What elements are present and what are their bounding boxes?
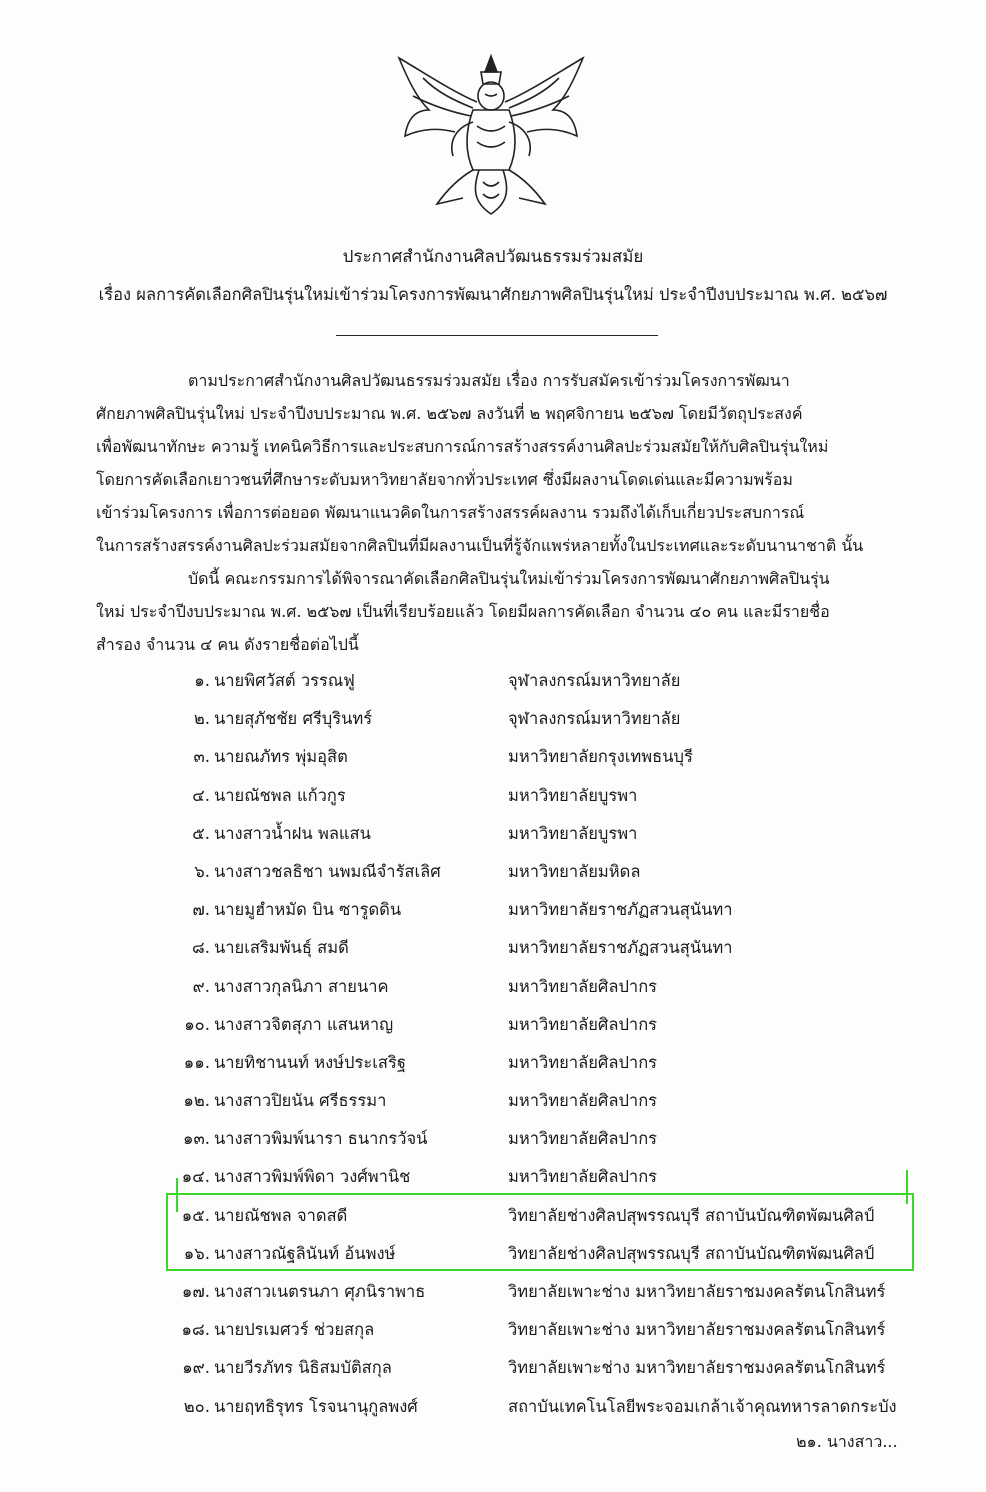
paragraph-line: โดยการคัดเลือกเยาวชนที่ศึกษาระดับมหาวิทยาลัยจากทั่วประเทศ ซึ่งมีผลงานโดดเด่นและมีความพร้อม [96, 470, 793, 489]
list-item-name: นายทิชานนท์ หงษ์ประเสริฐ [214, 1052, 406, 1072]
highlight-marker-left [176, 1178, 178, 1212]
list-item-institution: มหาวิทยาลัยกรุงเทพธนบุรี [508, 747, 693, 767]
list-item-name: นายพิศวัสต์ วรรณฟู [214, 671, 355, 690]
list-item-name: นางสาวณัฐลินันท์ อ้นพงษ์ [214, 1243, 396, 1263]
list-item [0, 1315, 986, 1353]
list-item-institution: วิทยาลัยเพาะช่าง มหาวิทยาลัยราชมงคลรัตนโกสินทร์ [508, 1320, 886, 1340]
list-item-number: ๑๖. [183, 1243, 210, 1263]
list-item-name: นายเสริมพันธุ์ สมดี [214, 938, 349, 958]
list-item-number: ๑๔. [181, 1167, 210, 1187]
announcement-title: ประกาศสำนักงานศิลปวัฒนธรรมร่วมสมัย [342, 247, 644, 267]
list-item-institution: สถาบันเทคโนโลยีพระจอมเกล้าเจ้าคุณทหารลาดกระบัง [508, 1396, 897, 1416]
list-item-institution: มหาวิทยาลัยบูรพา [508, 823, 638, 843]
list-item [0, 1010, 986, 1048]
list-item-name: นายมูฮำหมัด บิน ซารูดดิน [214, 900, 402, 920]
list-item-name: นายณภัทร พุ่มอุสิต [214, 747, 348, 767]
list-item [0, 972, 986, 1010]
list-item-number: ๑๘. [181, 1320, 210, 1340]
list-item-name: นายณัชพล จาดสดี [214, 1205, 348, 1225]
paragraph-line: สำรอง จำนวน ๔ คน ดังรายชื่อต่อไปนี้ [96, 635, 359, 654]
list-item-institution: มหาวิทยาลัยศิลปากร [508, 1091, 658, 1111]
list-item-name: นางสาวกุลนิภา สายนาค [214, 976, 389, 996]
selected-artists-list [0, 666, 986, 1430]
list-item-number: ๑๙. [182, 1358, 210, 1378]
list-item-name: นางสาวชลธิชา นพมณีจำรัสเลิศ [214, 861, 441, 881]
list-item-number: ๖. [194, 861, 210, 881]
list-item [0, 1086, 986, 1124]
list-item [0, 933, 986, 971]
list-item [0, 1124, 986, 1162]
list-item-number: ๙. [192, 976, 210, 996]
paragraph-line: ในการสร้างสรรค์งานศิลปะร่วมสมัยจากศิลปินที่มีผลงานเป็นที่รู้จักแพร่หลายทั้งในประเทศและระดับนานาชาติ นั้น [96, 536, 864, 555]
list-item-number: ๑๒. [183, 1091, 210, 1111]
announcement-subject: เรื่อง ผลการคัดเลือกศิลปินรุ่นใหม่เข้าร่วมโครงการพัฒนาศักยภาพศิลปินรุ่นใหม่ ประจำปีงบประมาณ พ.ศ. ๒๕๖๗ [98, 285, 888, 304]
list-item-institution: วิทยาลัยเพาะช่าง มหาวิทยาลัยราชมงคลรัตนโกสินทร์ [508, 1358, 886, 1378]
list-item-number: ๓. [193, 747, 210, 767]
list-item-name: นางสาวจิตสุภา แสนหาญ [214, 1014, 394, 1034]
list-item-name: นายปรเมศวร์ ช่วยสกุล [214, 1320, 375, 1340]
list-item [0, 742, 986, 780]
paragraph-line: เข้าร่วมโครงการ เพื่อการต่อยอด พัฒนาแนวคิดในการสร้างสรรค์ผลงาน รวมถึงได้เก็บเกี่ยวประสบการณ์ [96, 503, 805, 522]
list-item-name: นางสาวปิยนัน ศรีธรรมา [214, 1091, 387, 1111]
list-item-number: ๒๐. [183, 1396, 210, 1416]
list-item-institution: วิทยาลัยเพาะช่าง มหาวิทยาลัยราชมงคลรัตนโกสินทร์ [508, 1282, 886, 1301]
list-item-institution: มหาวิทยาลัยศิลปากร [508, 1052, 658, 1072]
list-item-institution: มหาวิทยาลัยศิลปากร [508, 1014, 658, 1034]
list-item-number: ๑๗. [181, 1282, 210, 1301]
list-item-institution: มหาวิทยาลัยศิลปากร [508, 976, 658, 996]
list-item-institution: มหาวิทยาลัยราชภัฏสวนสุนันทา [508, 900, 733, 920]
list-item-institution: จุฬาลงกรณ์มหาวิทยาลัย [508, 709, 681, 729]
list-item-number: ๕. [192, 823, 210, 843]
list-item-institution: มหาวิทยาลัยศิลปากร [508, 1129, 658, 1149]
list-item-number: ๗. [192, 900, 210, 920]
list-item-number: ๘. [192, 938, 210, 958]
list-item [0, 781, 986, 819]
list-item-number: ๑๐. [184, 1014, 210, 1034]
list-item-institution: มหาวิทยาลัยมหิดล [508, 861, 641, 881]
list-item-institution: มหาวิทยาลัยบูรพา [508, 785, 638, 805]
list-item-name: นายสุภัชชัย ศรีบุรินทร์ [214, 709, 373, 729]
list-item-institution: วิทยาลัยช่างศิลปสุพรรณบุรี สถาบันบัณฑิตพัฒนศิลป์ [508, 1243, 875, 1263]
highlight-box [166, 1193, 914, 1271]
title-divider [336, 335, 658, 336]
list-item [0, 819, 986, 857]
list-item-institution: จุฬาลงกรณ์มหาวิทยาลัย [508, 671, 681, 690]
list-item-number: ๑๓. [183, 1129, 210, 1149]
list-item-number: ๑๑. [183, 1052, 210, 1072]
list-item-name: นางสาวพิมพ์พิดา วงศ์พานิช [214, 1167, 411, 1187]
list-item [0, 666, 986, 704]
list-item [0, 1048, 986, 1086]
list-item-name: นางสาวเนตรนภา ศุภนิราพาธ [214, 1282, 426, 1301]
paragraph-line: ตามประกาศสำนักงานศิลปวัฒนธรรมร่วมสมัย เรื่อง การรับสมัครเข้าร่วมโครงการพัฒนา [188, 371, 790, 390]
list-item-name: นายณัชพล แก้วกูร [214, 785, 346, 805]
list-item [0, 1277, 986, 1315]
list-item-name: นายฤทธิรุทร โรจนานุกูลพงศ์ [214, 1396, 418, 1416]
list-item [0, 895, 986, 933]
paragraph-line: ใหม่ ประจำปีงบประมาณ พ.ศ. ๒๕๖๗ เป็นที่เรียบร้อยแล้ว โดยมีผลการคัดเลือก จำนวน ๔๐ คน และมีรายชื่อ [96, 602, 830, 621]
list-item [0, 1392, 986, 1430]
list-item-institution: มหาวิทยาลัยศิลปากร [508, 1167, 658, 1187]
list-item-institution: วิทยาลัยช่างศิลปสุพรรณบุรี สถาบันบัณฑิตพัฒนศิลป์ [508, 1205, 875, 1225]
paragraph-2 [96, 562, 914, 661]
highlight-marker-right [906, 1170, 908, 1204]
list-item-institution: มหาวิทยาลัยราชภัฏสวนสุนันทา [508, 938, 733, 958]
list-item-number: ๔. [192, 785, 210, 805]
list-item [0, 857, 986, 895]
garuda-emblem-icon [393, 52, 589, 218]
list-item-name: นางสาวพิมพ์นารา ธนากรวัจน์ [214, 1129, 428, 1149]
paragraph-line: เพื่อพัฒนาทักษะ ความรู้ เทคนิควิธีการและประสบการณ์การสร้างสรรค์งานศิลปะร่วมสมัยให้กับศิลปินรุ่นใหม่ [96, 437, 829, 456]
continuation-note: ๒๑. นางสาว... [796, 1432, 898, 1451]
list-item-name: นางสาวน้ำฝน พลแสน [214, 823, 371, 843]
list-item-number: ๒. [193, 709, 210, 729]
paragraph-line: ศักยภาพศิลปินรุ่นใหม่ ประจำปีงบประมาณ พ.ศ. ๒๕๖๗ ลงวันที่ ๒ พฤศจิกายน ๒๕๖๗ โดยมีวัตถุประสงค์ [96, 404, 803, 423]
list-item-number: ๑. [194, 671, 210, 690]
list-item [0, 704, 986, 742]
list-item-number: ๑๕. [181, 1205, 210, 1225]
paragraph-line: บัดนี้ คณะกรรมการได้พิจารณาคัดเลือกศิลปินรุ่นใหม่เข้าร่วมโครงการพัฒนาศักยภาพศิลปินรุ่น [188, 569, 830, 588]
list-item-name: นายวีรภัทร นิธิสมบัติสกุล [214, 1358, 392, 1378]
list-item [0, 1353, 986, 1391]
paragraph-1 [96, 364, 914, 562]
